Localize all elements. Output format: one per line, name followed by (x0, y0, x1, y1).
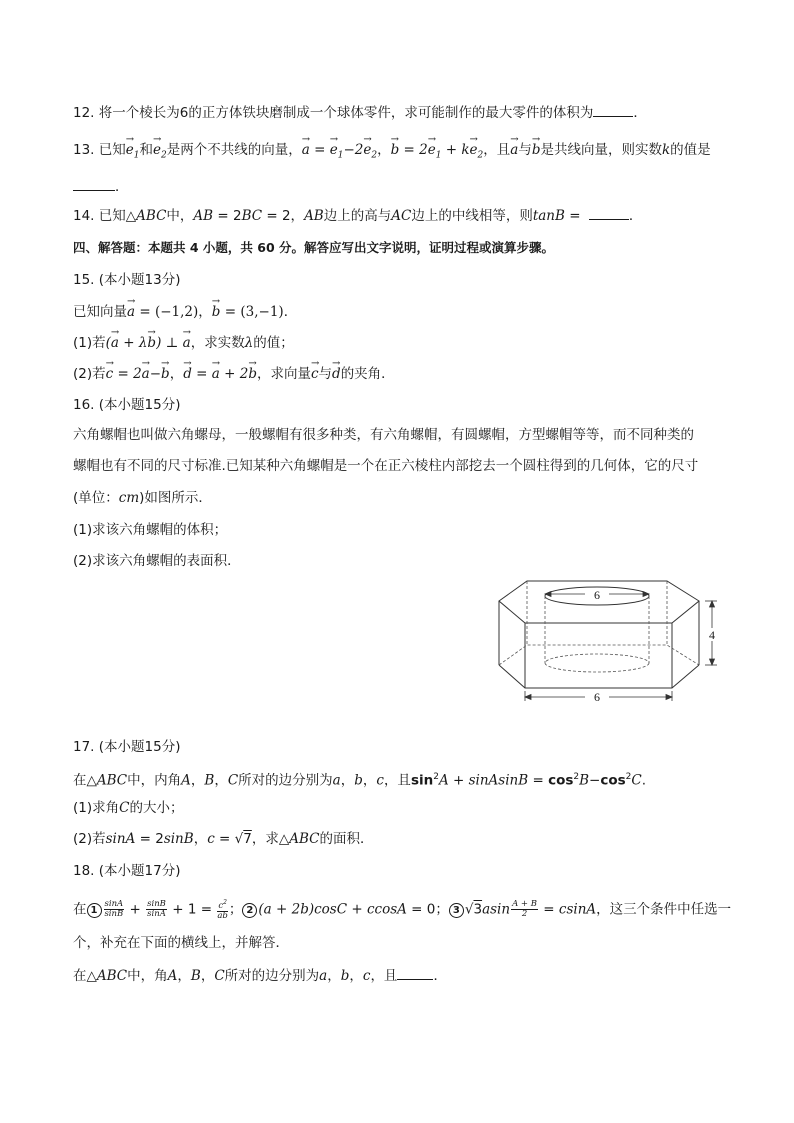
q18-end: ． (433, 968, 447, 984)
q14-end: ． (628, 208, 643, 224)
fig-label-bottom: 6 (594, 690, 600, 704)
q16-line1: 六角螺帽也叫做六角螺母，一般螺帽有很多种类，有六角螺帽，有圆螺帽，方型螺帽等等，而不同种类的 (73, 427, 694, 443)
q18-head: 18. (本小题17分) (73, 863, 181, 879)
q16-line3: (单位：cm)如图所示． (73, 490, 212, 506)
q13-line2 (73, 176, 129, 197)
q13-end: ． (115, 179, 129, 195)
section-heading: 四、解答题：本题共 4 小题，共 60 分。解答应写出文字说明，证明过程或演算步骤。 (73, 240, 555, 255)
hex-nut-figure (497, 573, 723, 705)
q12-line (73, 102, 647, 123)
q18-line2: 个，补充在下面的横线上，并解答． (73, 935, 289, 951)
q14-line (73, 205, 642, 226)
q17-line3: (2)若sinA = 2sinB，c = √7，求△ABC的面积． (73, 831, 374, 847)
q15-head: 15. (本小题13分) (73, 272, 181, 288)
q15-line3: (2)若→ c = 2→ a−→ b，→ d = → a + 2→ b，求向量→ c与→ d的夹角． (73, 364, 395, 384)
fig-label-top: 6 (594, 588, 600, 602)
q18-line3: 在△ABC中，角A，B，C所对的边分别为a，b，c，且 ． (73, 965, 447, 986)
q18-blank (397, 965, 433, 980)
condition-2-marker: 2 (242, 903, 257, 918)
condition-1-marker: 1 (87, 903, 102, 918)
q13-blank (73, 176, 115, 191)
q16-head: 16. (本小题15分) (73, 397, 181, 413)
q13-line (73, 140, 711, 166)
q12-text: 12. 将一个棱长为6的正方体铁块磨制成一个球体零件，求可能制作的最大零件的体积为 (73, 105, 594, 121)
q16-line2: 螺帽也有不同的尺寸标准.已知某种六角螺帽是一个在正六棱柱内部挖去一个圆柱得到的几何体，它的尺寸 (73, 458, 699, 474)
q18-line1: 在 1 $\frac{\sin A}{\sin B}$ + $\frac{\sin B}{\sin A}$ + 1 = $\frac{c^2}{ab}$ ； 2 (a + 2b)cosC + ccosA = 0； 3 √3asin $\frac{A + B}{2}$ = csinA，这三个条件中任选一 (73, 898, 732, 921)
q13-text: 13. 已知→ $e_1$和→ $e_2$是两个不共线的向量，→ a = → $e_1-2\to e_2$，→ $b = 2\to e_1 + k\to e_2$，且→ a与→ b是共线向量，则实数k的值是 (73, 142, 711, 158)
q17-head: 17. (本小题15分) (73, 739, 181, 755)
q17-line2: (1)求角C的大小； (73, 800, 184, 816)
q17-line1: 在△ABC中，内角A，B，C所对的边分别为a，b，c，且$\sin^2A$ + sinAsinB = $\cos^2B-\cos^2C$. (73, 772, 647, 789)
q12-blank (593, 102, 633, 117)
q12-end: ． (633, 105, 647, 121)
q15-line1: 已知向量→ a = (−1,2)，→ b = (3,−1)． (73, 302, 297, 322)
condition-3-marker: 3 (449, 903, 464, 918)
fig-label-right: 4 (709, 628, 715, 642)
q16-line5: (2)求该六角螺帽的表面积． (73, 553, 241, 569)
q14-text: 14. 已知△ABC中，AB = 2BC = 2，AB边上的高与AC边上的中线相等，则tanB = (73, 208, 585, 224)
q16-line4: (1)求该六角螺帽的体积； (73, 522, 228, 538)
q14-blank (589, 205, 629, 220)
q15-line2: (1)若(→ a + λ→ b) ⊥ → a，求实数λ的值； (73, 333, 294, 353)
